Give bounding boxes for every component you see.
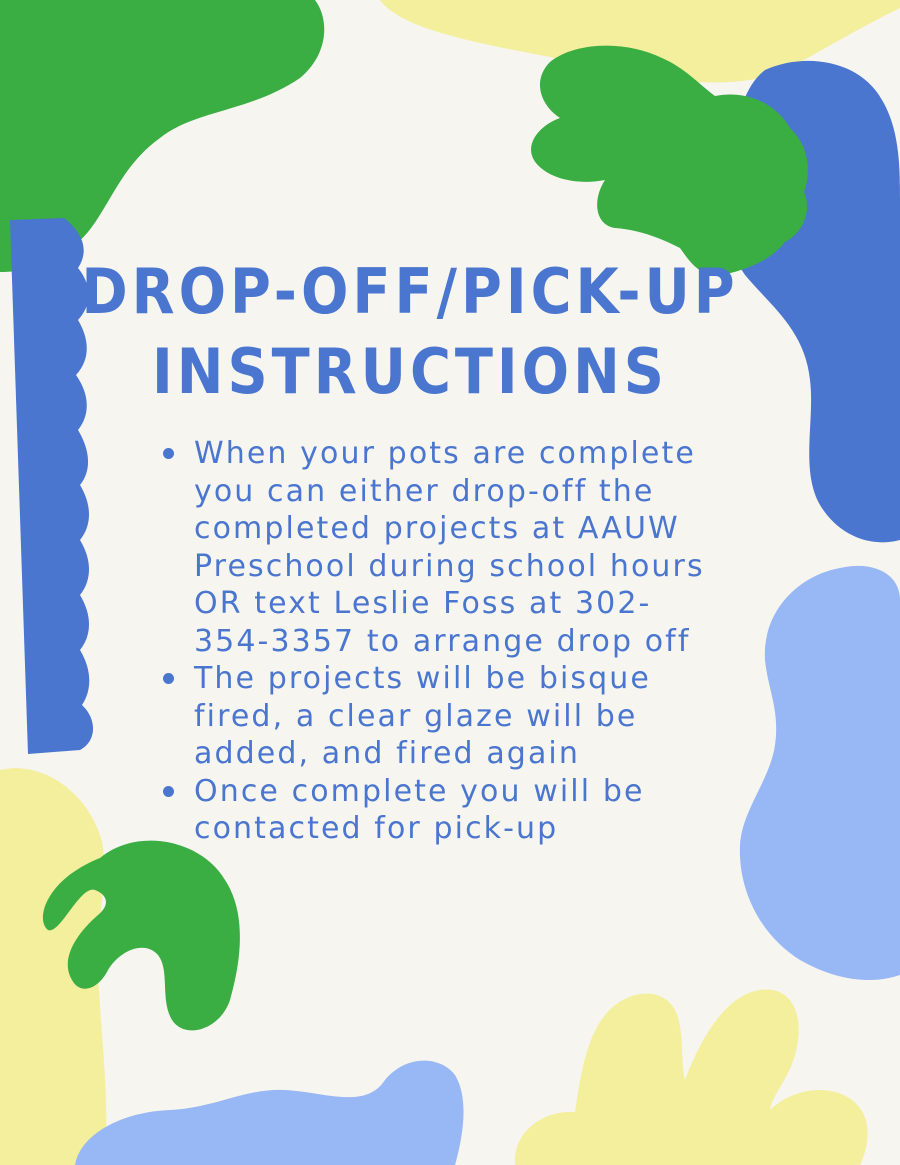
list-item-line: fired, a clear glaze will be bbox=[194, 698, 638, 734]
list-item-line: Preschool during school hours bbox=[194, 548, 705, 584]
list-item-line: completed projects at AAUW bbox=[194, 511, 680, 546]
bullet-dot-icon bbox=[163, 673, 174, 684]
list-item-line: When your pots are complete bbox=[194, 436, 696, 471]
bullet-dot-icon bbox=[163, 448, 174, 459]
list-item-line: OR text Leslie Foss at 302- bbox=[194, 586, 652, 621]
page-title bbox=[60, 252, 760, 412]
instructions-list bbox=[160, 435, 780, 848]
title-line-2: INSTRUCTIONS bbox=[152, 335, 668, 408]
list-item-line: 354-3357 to arrange drop off bbox=[194, 623, 691, 659]
title-line-1: DROP-OFF/PICK-UP bbox=[81, 255, 739, 328]
list-item-line: contacted for pick-up bbox=[194, 811, 559, 846]
list-item-line: you can either drop-off the bbox=[194, 473, 655, 509]
list-item bbox=[160, 773, 780, 848]
list-item-line: added, and fired again bbox=[194, 736, 580, 771]
bullet-dot-icon bbox=[163, 786, 174, 797]
list-item bbox=[160, 660, 780, 773]
list-item-line: The projects will be bisque bbox=[194, 661, 651, 696]
list-item-line: Once complete you will be bbox=[194, 773, 645, 809]
list-item bbox=[160, 435, 780, 660]
light-blue-blob-bottom bbox=[75, 1061, 464, 1165]
yellow-flower-bottom-right bbox=[515, 990, 868, 1165]
